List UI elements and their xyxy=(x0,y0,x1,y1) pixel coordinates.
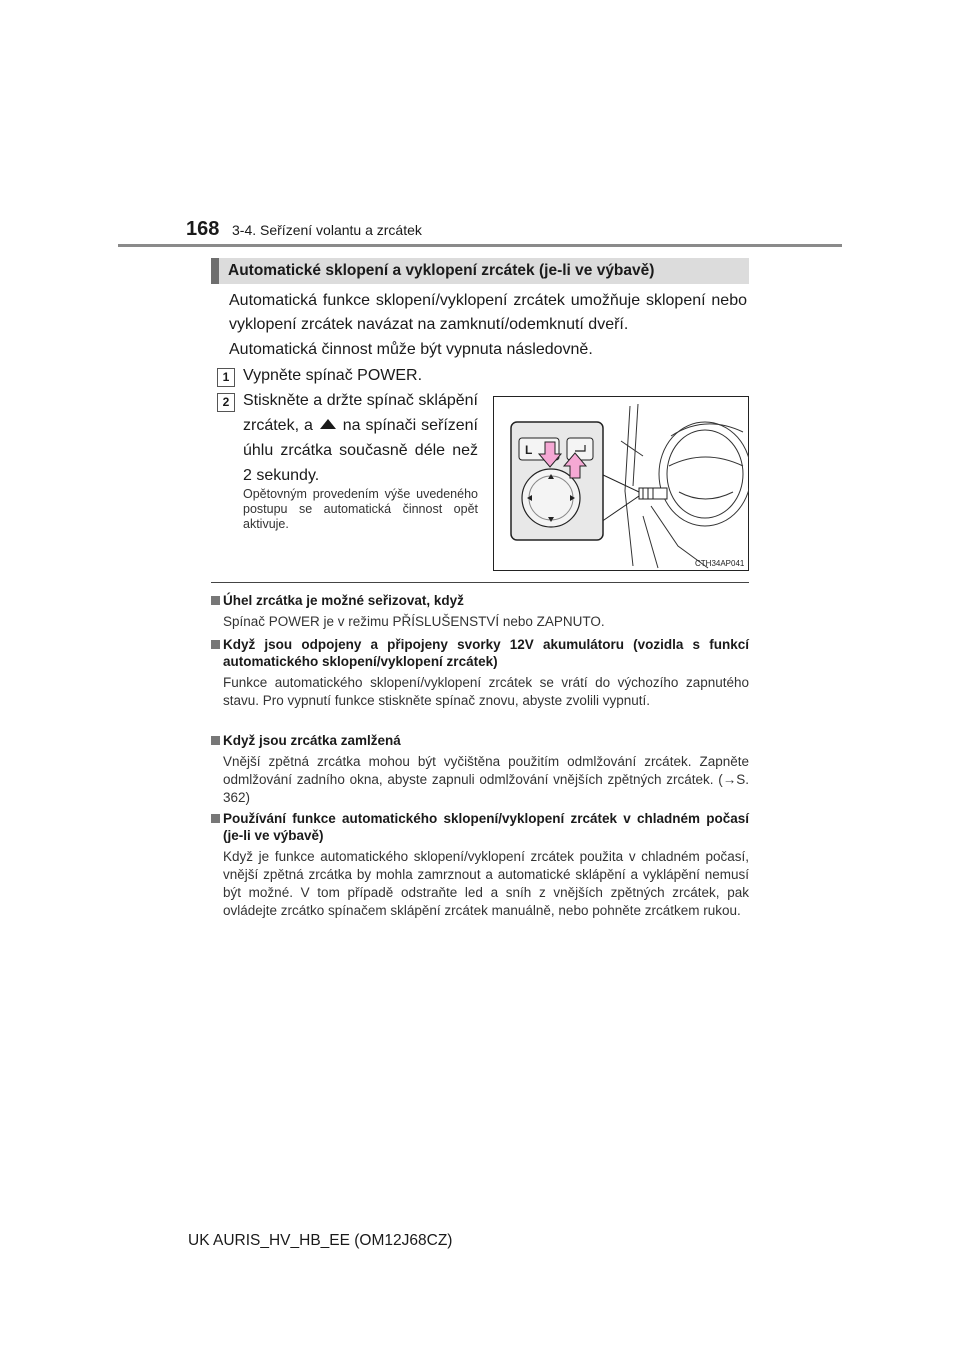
info-item-title xyxy=(211,636,749,670)
mirror-fold-switch xyxy=(567,438,593,460)
info-item xyxy=(211,810,749,920)
illustration-svg xyxy=(493,396,749,571)
square-bullet-icon xyxy=(211,814,220,823)
step-1-number: 1 xyxy=(217,368,235,387)
page-number: 168 xyxy=(186,218,220,240)
info-item-title-text: Úhel zrcátka je možné seřizovat, když xyxy=(223,593,464,608)
section-divider xyxy=(211,582,749,583)
step-2-note: Opětovným provedením výše uvedeného postupu se automatická činnost opět aktivuje. xyxy=(243,487,478,531)
info-item-body: Vnější zpětná zrcátka mohou být vyčištěna použitím odmlžování zrcátek. Zapněte odmlžování zadního okna, abyste zapnuli odmlžování vnějších zpětných zrcátek. (→S. 362) xyxy=(223,754,749,805)
intro-paragraph-2: Automatická činnost může být vypnuta následovně. xyxy=(229,341,593,358)
intro-paragraph: Automatická funkce sklopení/vyklopení zrcátek umožňuje sklopení nebo vyklopení zrcátek navázat na zamknutí/odemknutí dveří. xyxy=(229,292,747,333)
info-item-body: Funkce automatického sklopení/vyklopení zrcátek se vrátí do výchozího zapnutého stavu. Pro vypnutí funkce stiskněte spínač znovu, abyste zvolili vypnutí. xyxy=(223,675,749,708)
step-2-text-a: Stiskněte a držte spínač sklápění zrcátek, a xyxy=(243,392,478,434)
section-heading: Automatické sklopení a vyklopení zrcátek (je-li ve výbavě) xyxy=(211,258,749,284)
info-item-title xyxy=(211,732,749,749)
info-item-body: Když je funkce automatického sklopení/vyklopení zrcátek použita v chladném počasí, vnější zpětná zrcátka by mohla zamrznout a automatické sklápění a vyklápění nemusí být možné. V tom případě odstraňte led a sníh z vnějších zpětných zrcátek, pak ovládejte zrcátko spínačem sklápění zrcátek manuálně, nebo pohněte zrcátkem rukou. xyxy=(223,849,749,918)
step-2-text xyxy=(243,388,478,488)
info-item xyxy=(211,732,749,807)
chapter-title: 3-4. Seřízení volantu a zrcátek xyxy=(232,222,422,238)
info-item xyxy=(211,636,749,710)
square-bullet-icon xyxy=(211,596,220,605)
step-2-text-b: na spínači seřízení úhlu zrcátka současně déle než 2 sekundy. xyxy=(243,417,479,484)
figure-code: CTH34AP041 xyxy=(695,559,745,568)
info-item-title-text: Když jsou zrcátka zamlžená xyxy=(223,733,401,748)
label-l: L xyxy=(525,443,533,457)
info-item xyxy=(211,592,749,631)
footer-code: UK AURIS_HV_HB_EE (OM12J68CZ) xyxy=(188,1232,453,1249)
info-item-title-text: Používání funkce automatického sklopení/vyklopení zrcátek v chladném počasí (je-li ve výbavě) xyxy=(223,811,749,843)
header-rule xyxy=(118,244,842,247)
square-bullet-icon xyxy=(211,736,220,745)
info-item-title xyxy=(211,810,749,844)
info-item-body: Spínač POWER je v režimu PŘÍSLUŠENSTVÍ nebo ZAPNUTO. xyxy=(223,614,605,629)
mirror-switch-illustration xyxy=(493,396,749,571)
info-item-title xyxy=(211,592,749,609)
info-item-title-text: Když jsou odpojeny a připojeny svorky 12V akumulátoru (vozidla s funkcí automatického sklopení/vyklopení zrcátek) xyxy=(223,637,749,669)
square-bullet-icon xyxy=(211,640,220,649)
step-1-text: Vypněte spínač POWER. xyxy=(243,367,423,384)
up-arrow-icon xyxy=(320,419,336,429)
step-2-number: 2 xyxy=(217,393,235,412)
